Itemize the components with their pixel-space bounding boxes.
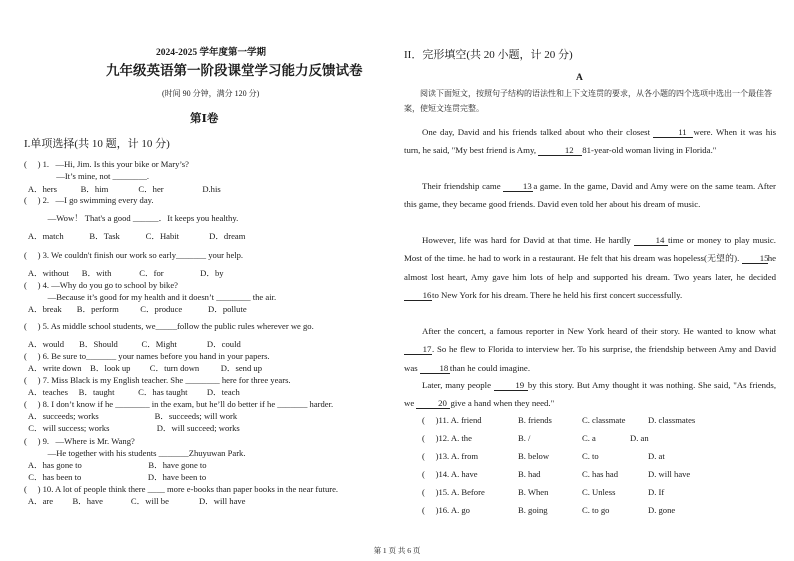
blank-15: 15 [742,253,768,264]
q2-line2: —Wow！ That's a good ______．It keeps you healthy. [24,213,239,223]
passage-text: 81-year-old woman living in Florida." [582,145,717,156]
volume-label: 第Ⅰ卷 [190,113,219,125]
q10-options: A．are B．have C．will be D．will have [24,496,246,506]
q5-stem: ( ) 5. As middle school students, we_____follow the public rules wherever we go. [24,321,314,331]
q8-stem: ( ) 8. I don’t know if he ________ in the exam, but he’ll do better if he _______ harder. [24,399,334,409]
passage-text: After the concert, a famous reporter in New York heard of their story. He wanted to know what [422,326,776,336]
passage-text: by this story. But Amy thought it was nothing. She said, "As friends, we [404,380,777,409]
passage-text: However, life was hard for David at that time. He hardly [422,235,631,245]
passage-text: than he could imagine. [449,362,531,373]
blank-16: 16 [404,290,432,301]
q3-stem: ( ) 3. We couldn't finish our work so early_______ your help. [24,250,244,260]
option-d: D. at [648,451,665,461]
q7-stem: ( ) 7. Miss Black is my English teacher. She ________ here for three years. [24,375,291,385]
q3-options: A．without B．with C．for D．by [24,268,224,278]
blank-18: 18 [420,363,450,374]
passage-p5 [404,376,776,413]
option-d: D. will have [648,469,691,479]
q4-stem: ( ) 4. —Why do you go to school by bike? [24,280,178,290]
q1-line2: —It’s mine, not ________. [24,171,150,181]
section1-title: I.单项选择(共 10 题，计 10 分) [24,138,170,150]
q9-stem: ( ) 9. —Where is Mr. Wang? [24,436,135,446]
option-a: ( )11. A. friend [422,415,482,425]
option-a: ( )16. A. go [422,505,470,515]
passage-text: . So he flew to Florida to interview her. To his surprise, the friendship between Amy and David was [404,344,776,373]
q10-stem: ( ) 10. A lot of people think there ____ more e-books than paper books in the near future. [24,484,339,494]
option-c: C. classmate [582,415,626,425]
option-d: D. an [630,433,649,443]
section2-title: II．完形填空(共 20 小题，计 20 分) [404,49,573,61]
q1-stem: ( ) 1. —Hi, Jim. Is this your bike or Mary’s? [24,159,189,169]
blank-11: 11 [653,127,693,138]
option-b: B. / [518,433,531,443]
passage-text: a game. In the game, David and Amy were on the same team. After this game, they became good friends. David even told her about his dream of music. [404,181,776,210]
option-d: D. gone [648,505,676,515]
passage-text: to New York for his dream. There he held his first concert successfully. [432,289,683,300]
time-note: (时间 90 分钟，满分 120 分) [162,89,260,98]
q5-options: A．would B．Should C．Might D．could [24,339,241,349]
q1-options: A．hers B．him C．her D.his [24,184,221,194]
option-b: B. going [518,505,548,515]
passage-text: give a hand when they need." [450,398,555,409]
q8-options-ab: A．succeeds; works B．succeeds; will work [24,411,238,421]
q8-options-cd: C．will success; works D．will succeed; works [24,423,240,433]
q9-options-ab: A．has gone to B．have gone to [24,460,207,470]
q6-options: A．write down B．look up C．turn down D．send up [24,363,262,373]
exam-title: 九年级英语第一阶段课堂学习能力反馈试卷 [106,63,363,79]
page-footer: 第 1 页 共 6 页 [373,546,421,555]
passage-text: he almost lost heart, Amy gave him lots of help and supported his dream. Two years later, he decided [404,253,777,282]
option-c: C. to go [582,505,610,515]
option-b: B. When [518,487,549,497]
passage-text: time or money to play music. Most of the time. he had to work in a restaurant. He felt that his dream was hopeless(无望的). [404,235,776,264]
option-a: ( )12. A. the [422,433,472,443]
passage-text: were. When it was his turn, he said, "My best friend is Amy, [404,127,777,156]
blank-19: 19 [494,380,528,391]
q6-stem: ( ) 6. Be sure to_______ your names before you hand in your papers. [24,351,270,361]
option-a: ( )13. A. from [422,451,479,461]
option-d: D. If [648,487,665,497]
passage-p2 [404,177,776,214]
passage-text: Their friendship came [422,181,501,191]
option-c: C. to [582,451,599,461]
passage-p1 [404,123,776,160]
option-b: B. below [518,451,550,461]
blank-14: 14 [634,235,668,246]
blank-17: 17 [404,344,432,355]
part-label: A [576,73,583,83]
option-a: ( )14. A. have [422,469,478,479]
q4-line2: —Because it’s good for my health and it doesn’t ________ the air. [24,292,277,302]
q4-options: A．break B．perform C．produce D．pollute [24,304,247,314]
q2-stem: ( ) 2. —I go swimming every day. [24,195,154,205]
option-c: C. has had [582,469,619,479]
passage-text: Later, many people [422,380,491,390]
blank-12: 12 [538,145,582,156]
blank-13: 13 [503,181,533,192]
passage-text: One day, David and his friends talked about who their closest [422,127,651,137]
option-d: D. classmates [648,415,696,425]
passage-p4 [404,322,776,377]
passage-p3 [404,231,776,304]
school-year: 2024-2025 学年度第一学期 [156,48,267,58]
option-c: C. a [582,433,596,443]
option-b: B. had [518,469,541,479]
q2-options: A．match B．Task C．Habit D．dream [24,231,246,241]
blank-20: 20 [416,398,450,409]
instruction: 阅读下面短文，按照句子结构的语法性和上下文连贯的要求，从各小题的四个选项中选出一个最佳答案，使短文连贯完整。 [404,89,772,113]
q9-options-cd: C．has been to D．have been to [24,472,207,482]
option-a: ( )15. A. Before [422,487,485,497]
option-b: B. friends [518,415,552,425]
q9-line2: —He together with his students _______Zhuyuwan Park. [24,448,246,458]
q7-options: A．teaches B．taught C．has taught D．teach [24,387,240,397]
option-c: C. Unless [582,487,616,497]
